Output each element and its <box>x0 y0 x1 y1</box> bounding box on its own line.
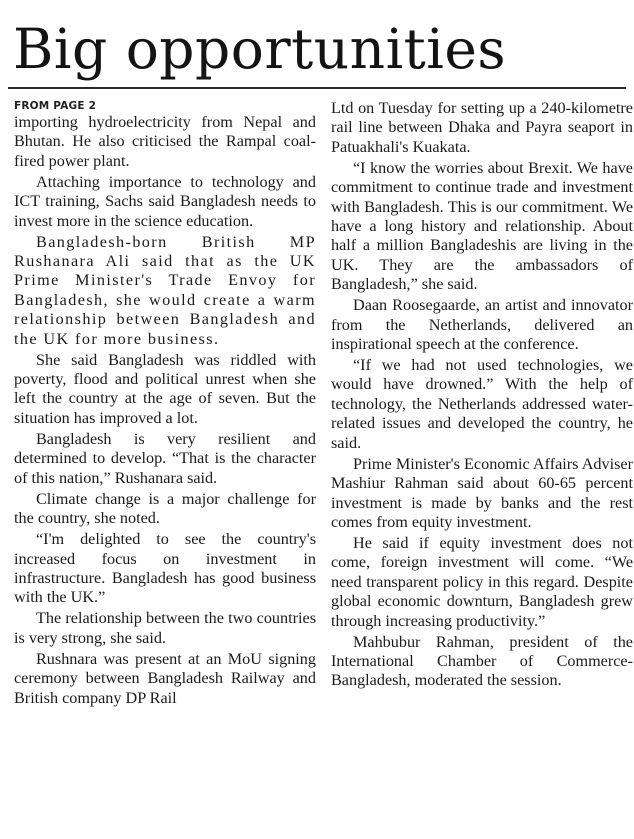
continued-from-label: FROM PAGE 2 <box>14 100 97 112</box>
paragraph: Daan Roosegaarde, an artist and innovator from the Netherlands, delivered an inspirational speech at the conference. <box>331 296 633 354</box>
paragraph: Bangladesh is very resilient and determined to develop. “That is the character of this nation,” Rushanara said. <box>14 429 316 487</box>
paragraph: Attaching importance to technology and ICT training, Sachs said Bangladesh needs to invest more in the science education. <box>14 172 316 230</box>
paragraph: He said if equity investment does not come, foreign investment will come. “We need transparent policy in this regard. Despite global economic downturn, Bangladesh grew through increasing productivity.” <box>331 533 633 630</box>
paragraph: Climate change is a major challenge for the country, she noted. <box>14 489 316 528</box>
headline-divider <box>8 87 626 89</box>
paragraph: “I'm delighted to see the country's increased focus on investment in infrastructure. Bangladesh has good business with the UK.” <box>14 530 316 607</box>
headline: Big opportunities <box>13 17 507 81</box>
article-column-right <box>331 99 633 692</box>
article-column-left <box>14 99 316 710</box>
paragraph: “If we had not used technologies, we would have drowned.” With the help of technology, the Netherlands addressed water-related issues and developed the country, he said. <box>331 356 633 452</box>
paragraph: importing hydroelectricity from Nepal and Bhutan. He also criticised the Rampal coal-fired power plant. <box>14 113 316 170</box>
paragraph: Ltd on Tuesday for setting up a 240-kilometre rail line between Dhaka and Payra seaport in Patuakhali's Kuakata. <box>331 99 633 156</box>
paragraph: Mahbubur Rahman, president of the International Chamber of Commerce-Bangladesh, moderated the session. <box>331 632 633 690</box>
paragraph: She said Bangladesh was riddled with poverty, flood and political unrest when she left the country at the age of seven. But the situation has improved a lot. <box>14 350 316 427</box>
paragraph: Prime Minister's Economic Affairs Adviser Mashiur Rahman said about 60-65 percent investment is made by banks and the rest comes from equity investment. <box>331 454 633 531</box>
paragraph: Rushnara was present at an MoU signing ceremony between Bangladesh Railway and British company DP Rail <box>14 649 316 707</box>
paragraph: “I know the worries about Brexit. We have commitment to continue trade and investment with Bangladesh. This is our commitment. We have a long history and relationship. About half a million Bangladeshis are living in the UK. They are the ambassadors of Bangladesh,” she said. <box>331 158 633 294</box>
paragraph: Bangladesh-born British MP Rushanara Ali said that as the UK Prime Minister's Trade Envoy for Bangladesh, she would create a warm relationship between Bangladesh and the UK for more business. <box>14 232 316 348</box>
paragraph: The relationship between the two countries is very strong, she said. <box>14 609 316 647</box>
